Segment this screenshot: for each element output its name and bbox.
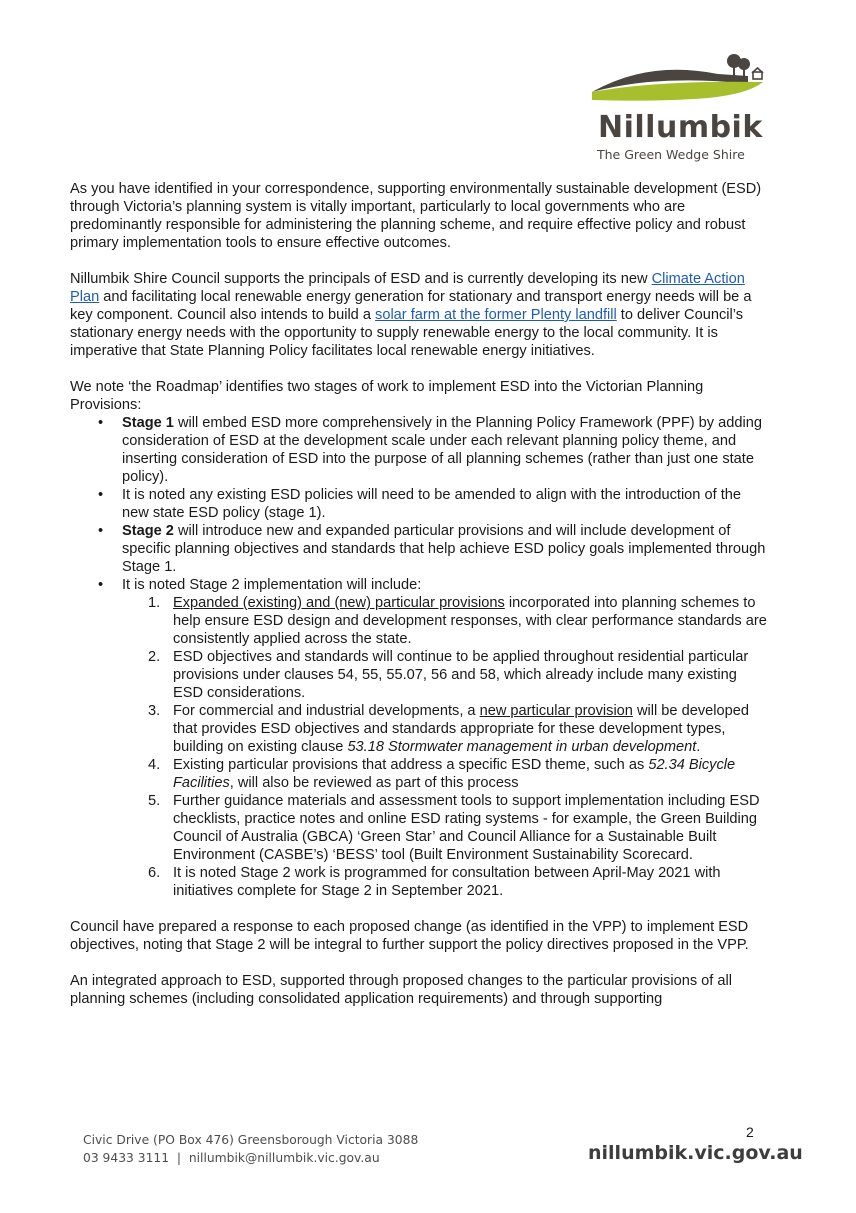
address-line-1: Civic Drive (PO Box 476) Greensborough Victoria 3088 (83, 1133, 419, 1147)
stages-list (70, 414, 770, 900)
p2-text-b: and facilitating local renewable energy generation for stationary and transport energy needs will be a key component. Council also intends to build a (70, 289, 752, 323)
item-4-italic: 52.34 Bicycle Facilities (173, 757, 736, 791)
paragraph-council-support (70, 270, 770, 360)
item-2-text: ESD objectives and standards will continue to be applied throughout residential particular provisions under clauses 54, 55, 55.07, 56 and 58, which already include many existing ESD considerations. (173, 649, 749, 701)
existing-policies-text: It is noted any existing ESD policies will need to be amended to align with the introduction of the new state ESD policy (stage 1). (122, 487, 741, 521)
list-item (148, 594, 770, 648)
footer-address (83, 1131, 418, 1167)
stage-1-label: Stage 1 (122, 415, 174, 431)
item-1-text: incorporated into planning schemes to help ensure ESD design and development responses, with clear performance standards are consistently applied across the state. (173, 595, 767, 647)
item-number: 5. (148, 793, 161, 809)
list-item (148, 702, 770, 756)
green-wedge-hills-icon (588, 52, 778, 112)
page-number: 2 (746, 1124, 754, 1140)
implementation-list (122, 594, 770, 900)
item-number: 2. (148, 649, 161, 665)
item-3-underlined: new particular provision (479, 703, 633, 719)
p2-text-a: Nillumbik Shire Council supports the principals of ESD and is currently developing its new (70, 271, 652, 287)
bullet-stage-2 (122, 522, 770, 576)
paragraph-council-response: Council have prepared a response to each proposed change (as identified in the VPP) to implement ESD objectives, noting that Stage 2 will be integral to further support the policy directives proposed in the VPP. (70, 919, 749, 953)
bullet-stage-1 (122, 414, 770, 486)
item-number: 1. (148, 595, 161, 611)
p2-text-c: to deliver Council’s stationary energy needs with the opportunity to supply renewable energy to the local community. It is imperative that State Planning Policy facilitates local renewable energy initiatives. (70, 307, 744, 359)
stage-1-text: will embed ESD more comprehensively in the Planning Policy Framework (PPF) by adding consideration of ESD at the development scale under each relevant planning policy theme, and inserting consideration of ESD into the purpose of all planning schemes (rather than just one state policy). (122, 415, 762, 485)
stage-2-implementation-text: It is noted Stage 2 implementation will include: (122, 577, 422, 593)
item-number: 6. (148, 865, 161, 881)
stage-2-label: Stage 2 (122, 523, 174, 539)
logo-tagline: The Green Wedge Shire (597, 147, 745, 162)
bullet-existing-policies (122, 486, 770, 522)
paragraph-intro: As you have identified in your correspondence, supporting environmentally sustainable development (ESD) through Victoria’s planning system is vitally important, particularly to local governments who are predominantly responsible for administering the planning scheme, and require effective policy and robust primary implementation tools to ensure effective outcomes. (70, 181, 762, 251)
item-number: 3. (148, 703, 161, 719)
climate-action-plan-link[interactable]: Climate Action Plan (70, 271, 745, 305)
address-line-2: 03 9433 3111 | nillumbik@nillumbik.vic.gov.au (83, 1151, 380, 1165)
item-number: 4. (148, 757, 161, 773)
item-3-text-b: will be developed that provides ESD objectives and standards appropriate for these development types, building on existing clause (173, 703, 749, 755)
list-item (148, 648, 770, 702)
list-item (148, 756, 770, 792)
solar-farm-link[interactable]: solar farm at the former Plenty landfill (375, 307, 617, 323)
item-5-text: Further guidance materials and assessment tools to support implementation including ESD checklists, practice notes and online ESD rating systems - for example, the Green Building Council of Australia (GBCA) ‘Green Star’ and Council Alliance for a Sustainable Built Environment (CASBE’s) ‘BESS’ tool (Built Environment Sustainability Scorecard. (173, 793, 760, 863)
item-3-text-c: . (696, 739, 701, 755)
list-item (148, 792, 770, 864)
stage-2-text: will introduce new and expanded particular provisions and will include development of specific planning objectives and standards that help achieve ESD policy goals implemented through Stage 1. (122, 523, 766, 575)
list-item (148, 864, 770, 900)
item-6-text: It is noted Stage 2 work is programmed for consultation between April-May 2021 with initiatives complete for Stage 2 in September 2021. (173, 865, 721, 899)
item-3-italic: 53.18 Stormwater management in urban development (347, 739, 697, 755)
paragraph-roadmap: We note ‘the Roadmap’ identifies two stages of work to implement ESD into the Victorian Planning Provisions: (70, 379, 704, 413)
item-4-text-a: Existing particular provisions that address a specific ESD theme, such as (173, 757, 649, 773)
item-3-text-a: For commercial and industrial developments, a (173, 703, 480, 719)
item-1-underlined: Expanded (existing) and (new) particular provisions (173, 595, 505, 611)
item-4-text-b: , will also be reviewed as part of this process (229, 775, 519, 791)
paragraph-integrated-approach: An integrated approach to ESD, supported through proposed changes to the particular provisions of all planning schemes (including consolidated application requirements) and through supporting (70, 973, 732, 1007)
letter-body (70, 180, 770, 1026)
footer-website: nillumbik.vic.gov.au (588, 1142, 803, 1164)
logo-name: Nillumbik (598, 110, 763, 145)
nillumbik-logo (588, 52, 778, 167)
bullet-stage-2-implementation (122, 576, 770, 900)
